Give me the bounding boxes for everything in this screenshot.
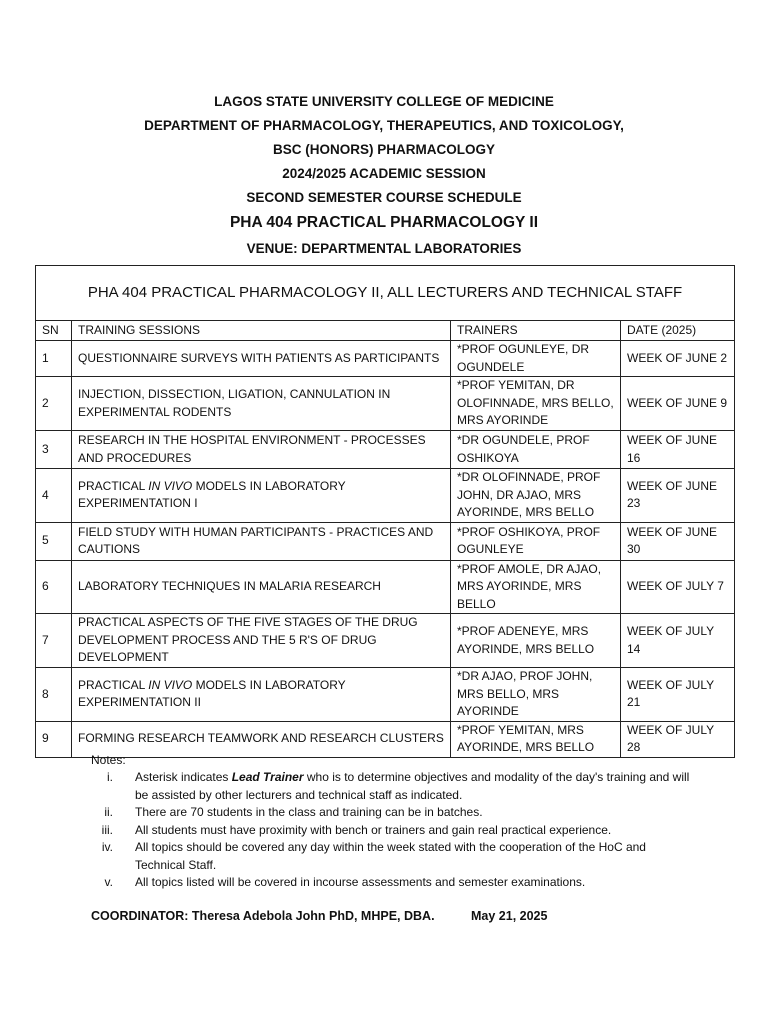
note-text: There are 70 students in the class and training can be in batches. [135,805,483,819]
row-session: FIELD STUDY WITH HUMAN PARTICIPANTS - PRACTICES AND CAUTIONS [72,522,451,560]
table-row [36,377,735,431]
table-caption-row [36,266,735,321]
row-date: WEEK OF JUNE 16 [621,431,735,469]
table-row [36,614,735,668]
row-trainers: *DR OLOFINNADE, PROF JOHN, DR AJAO, MRS AYORINDE, MRS BELLO [451,469,621,523]
row-date: WEEK OF JUNE 9 [621,377,735,431]
note-number: ii. [104,805,113,819]
programme-title: BSC (HONORS) PHARMACOLOGY [273,142,495,157]
column-header-sn: SN [36,321,72,341]
row-trainers: *PROF AMOLE, DR AJAO, MRS AYORINDE, MRS BELLO [451,560,621,614]
note-item [91,839,691,874]
department-title: DEPARTMENT OF PHARMACOLOGY, THERAPEUTICS, AND TOXICOLOGY, [144,118,624,133]
institution-title: LAGOS STATE UNIVERSITY COLLEGE OF MEDICINE [214,94,554,109]
note-item [91,804,691,822]
note-number: iv. [101,840,113,854]
row-session: LABORATORY TECHNIQUES IN MALARIA RESEARCH [72,560,451,614]
row-sn: 1 [36,341,72,377]
note-item [91,874,691,892]
note-text: All students must have proximity with bench or trainers and gain real practical experience. [135,822,612,837]
coordinator-line: COORDINATOR: Theresa Adebola John PhD, MHPE, DBA. [91,909,435,923]
document-date: May 21, 2025 [471,909,548,923]
table-row [36,560,735,614]
table-row [36,341,735,377]
row-date: WEEK OF JULY 21 [621,668,735,722]
row-session: FORMING RESEARCH TEAMWORK AND RESEARCH CLUSTERS [72,721,451,757]
row-trainers: *PROF OSHIKOYA, PROF OGUNLEYE [451,522,621,560]
row-session: PRACTICAL IN VIVO MODELS IN LABORATORY EXPERIMENTATION II [72,668,451,722]
row-sn: 3 [36,431,72,469]
note-number: iii. [101,822,113,837]
row-session: QUESTIONNAIRE SURVEYS WITH PATIENTS AS PARTICIPANTS [72,341,451,377]
row-trainers: *PROF YEMITAN, MRS AYORINDE, MRS BELLO [451,721,621,757]
row-trainers: *PROF OGUNLEYE, DR OGUNDELE [451,341,621,377]
note-number: i. [107,770,113,784]
row-date: WEEK OF JULY 28 [621,721,735,757]
row-trainers: *PROF YEMITAN, DR OLOFINNADE, MRS BELLO, MRS AYORINDE [451,377,621,431]
course-title: PHA 404 PRACTICAL PHARMACOLOGY II [229,214,539,231]
column-header-trainers: TRAINERS [451,321,621,341]
row-sn: 6 [36,560,72,614]
note-text: All topics should be covered any day within the week stated with the cooperation of the HoC and Technical Staff. [135,840,646,872]
row-date: WEEK OF JULY 14 [621,614,735,668]
row-date: WEEK OF JUNE 2 [621,341,735,377]
table-caption: PHA 404 PRACTICAL PHARMACOLOGY II, ALL LECTURERS AND TECHNICAL STAFF [36,266,735,321]
row-trainers: *DR OGUNDELE, PROF OSHIKOYA [451,431,621,469]
table-row [36,668,735,722]
venue-label: VENUE: DEPARTMENTAL LABORATORIES [246,241,522,256]
session-title: 2024/2025 ACADEMIC SESSION [282,166,486,181]
note-item: i. Asterisk indicates Lead Trainer who is to determine objectives and modality of the day's training and will be assisted by other lecturers and technical staff as indicated. [91,769,691,804]
note-number: v. [104,875,113,889]
notes-list [91,769,691,892]
note-text: All topics listed will be covered in incourse assessments and semester examinations. [135,875,586,889]
row-sn: 5 [36,522,72,560]
column-header-date: DATE (2025) [621,321,735,341]
row-date: WEEK OF JUNE 30 [621,522,735,560]
row-sn: 2 [36,377,72,431]
column-header-sessions: TRAINING SESSIONS [72,321,451,341]
table-row [36,469,735,523]
table-row [36,721,735,757]
row-session: PRACTICAL ASPECTS OF THE FIVE STAGES OF THE DRUG DEVELOPMENT PROCESS AND THE 5 R'S OF DRUG DEVELOPMENT [72,614,451,668]
schedule-title: SECOND SEMESTER COURSE SCHEDULE [246,190,522,205]
note-item [91,822,691,840]
row-sn: 4 [36,469,72,523]
schedule-table [35,265,735,758]
row-session: PRACTICAL IN VIVO MODELS IN LABORATORY EXPERIMENTATION I [72,469,451,523]
row-session: RESEARCH IN THE HOSPITAL ENVIRONMENT - PROCESSES AND PROCEDURES [72,431,451,469]
row-trainers: *DR AJAO, PROF JOHN, MRS BELLO, MRS AYORINDE [451,668,621,722]
table-header-row [36,321,735,341]
notes-title: Notes: [91,753,126,767]
row-sn: 8 [36,668,72,722]
row-session: INJECTION, DISSECTION, LIGATION, CANNULATION IN EXPERIMENTAL RODENTS [72,377,451,431]
row-trainers: *PROF ADENEYE, MRS AYORINDE, MRS BELLO [451,614,621,668]
row-sn: 7 [36,614,72,668]
row-sn: 9 [36,721,72,757]
table-row [36,522,735,560]
row-date: WEEK OF JUNE 23 [621,469,735,523]
row-date: WEEK OF JULY 7 [621,560,735,614]
table-row [36,431,735,469]
